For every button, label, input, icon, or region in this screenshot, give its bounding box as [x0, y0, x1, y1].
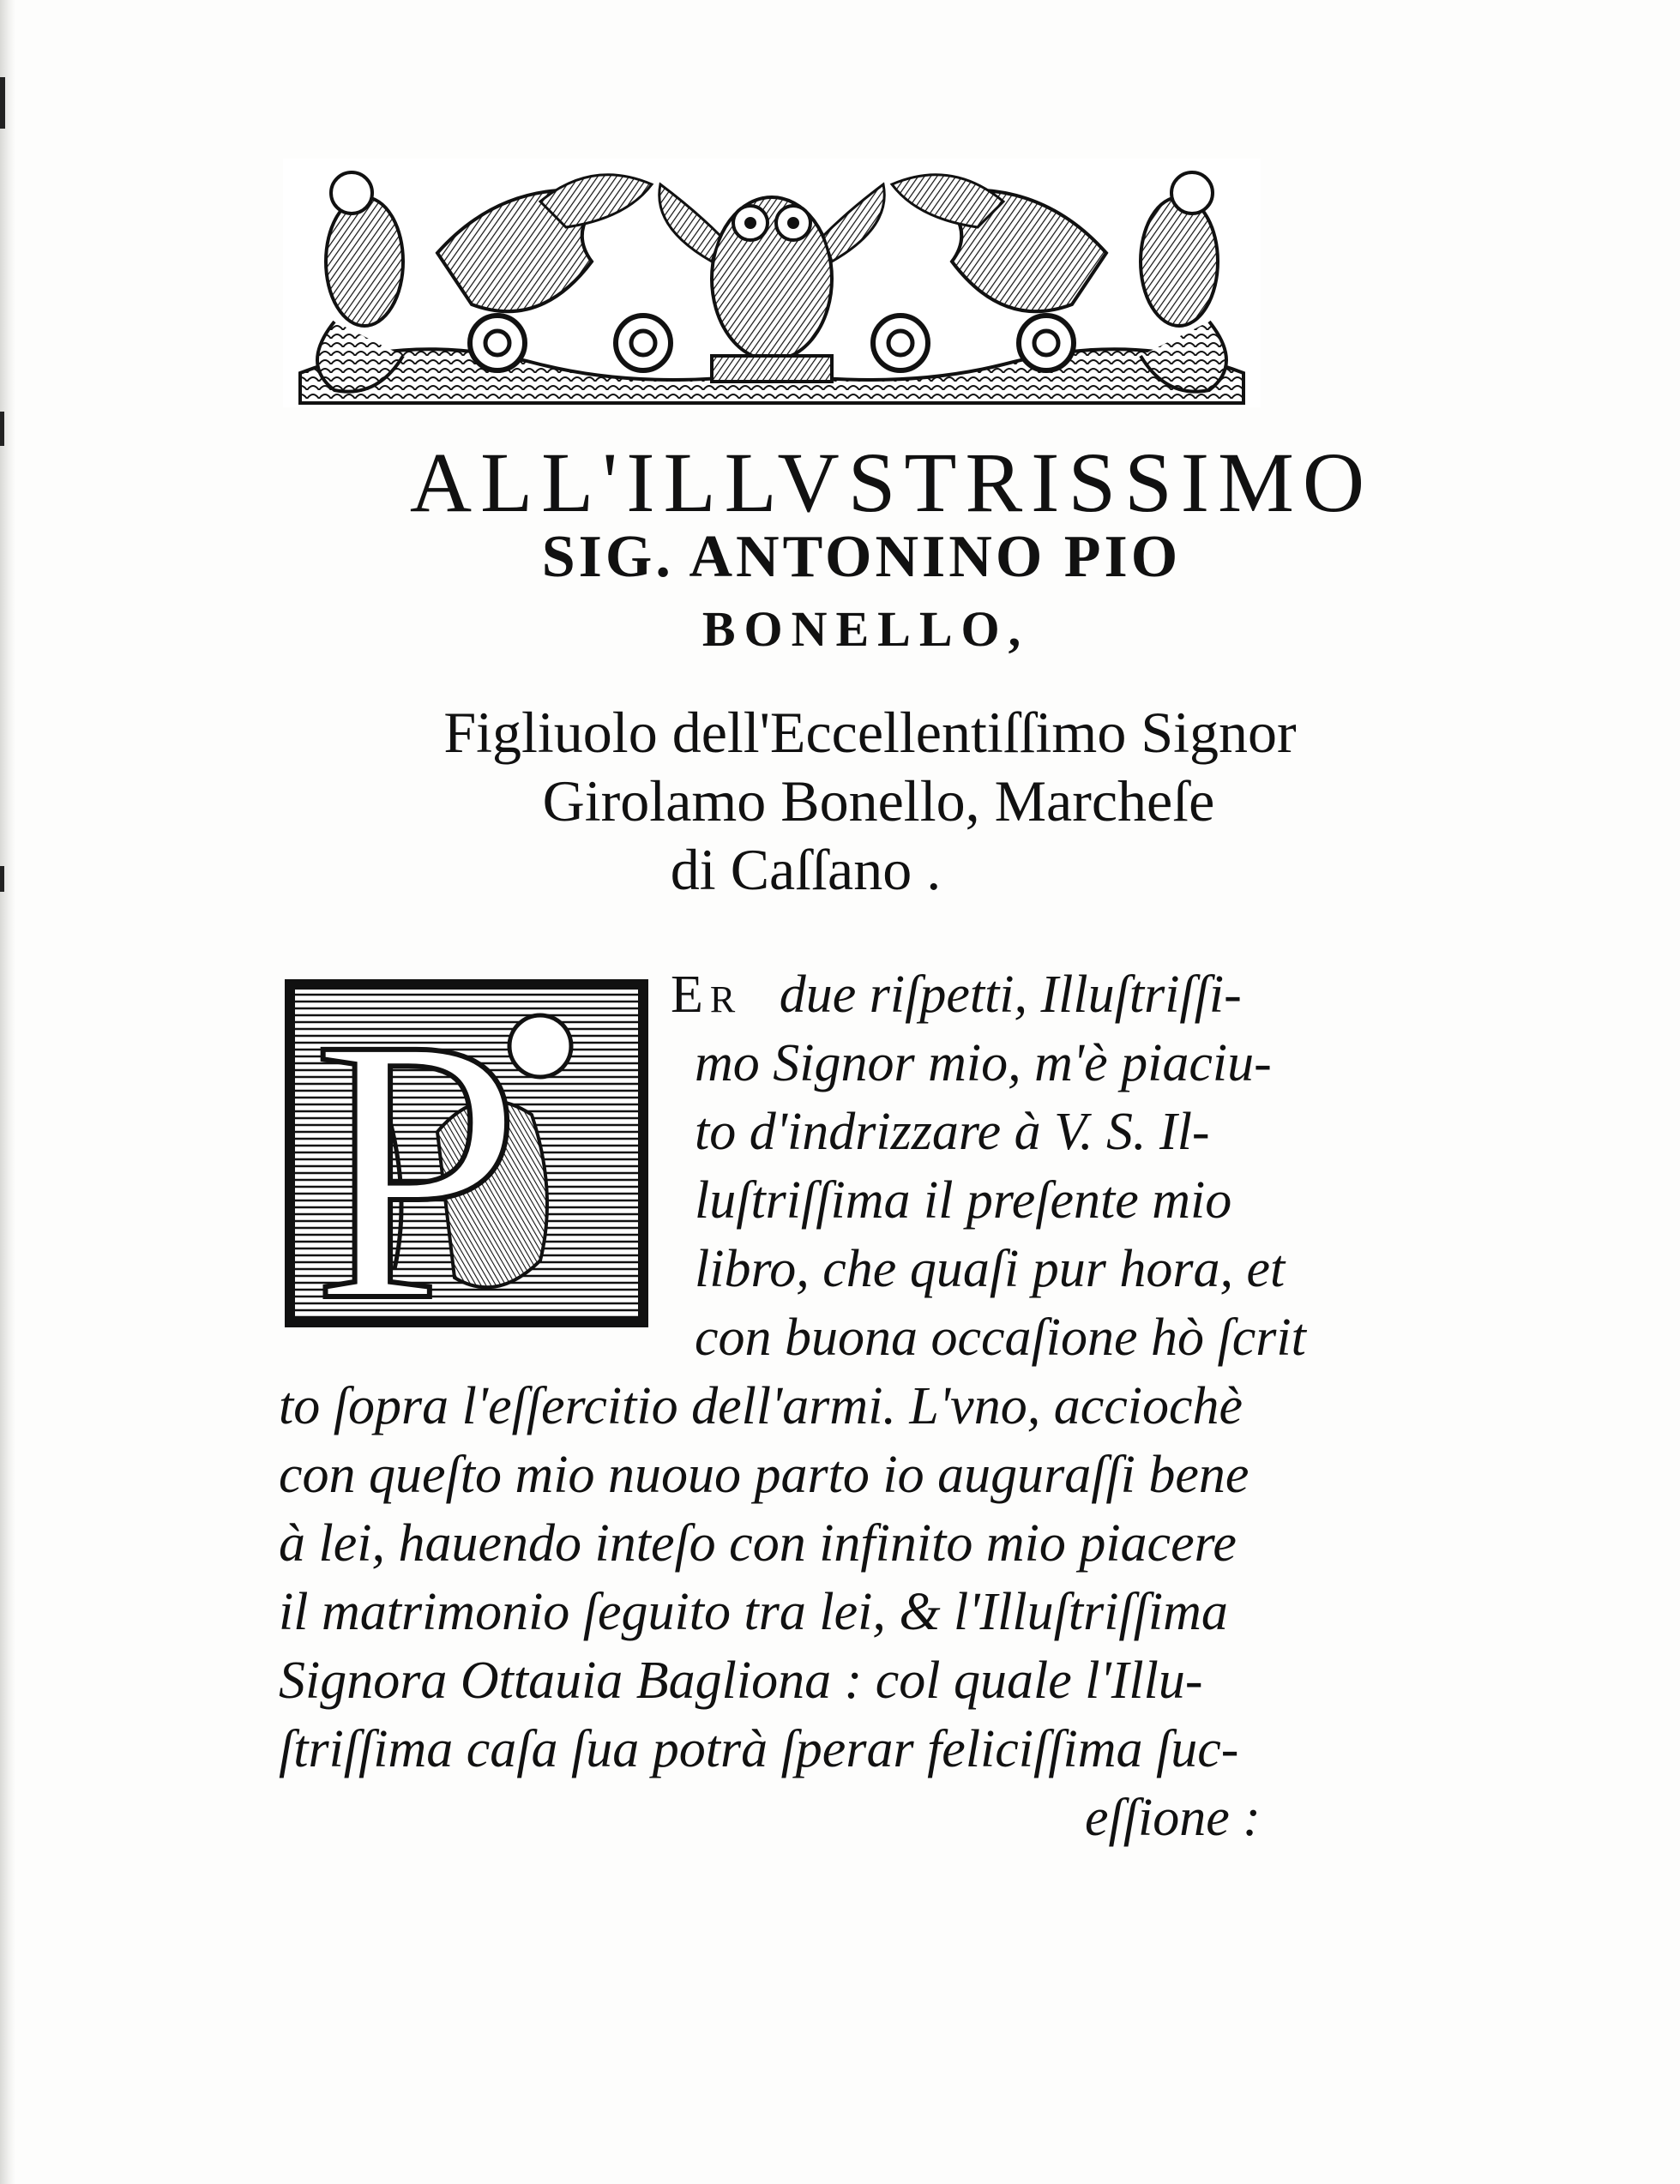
- dedication-subtitle-line-1: Figliuolo dell'Eccellentiſſimo Signor: [443, 700, 1297, 765]
- decorated-initial-letter: P: [312, 978, 522, 1329]
- woodcut-headpiece-ornament: [283, 159, 1261, 407]
- decorated-initial-woodcut: [283, 978, 650, 1329]
- body-line-5: libro, che quaſi pur hora, et: [695, 1240, 1286, 1298]
- dedication-title-line-2: SIG. ANTONINO PIO: [541, 524, 1182, 590]
- body-text: due riſpetti, Illuſtriſſi-: [779, 966, 1242, 1024]
- dedication-title-line-3: BONELLO,: [702, 601, 1030, 657]
- opening-cap-large: E: [671, 966, 710, 1024]
- catchword-line: eſſione :: [1085, 1789, 1261, 1847]
- page-edge-mark: [0, 77, 5, 129]
- dedication-title-line-1: ALL'ILLVSTRISSIMO: [409, 435, 1374, 530]
- body-line-4: luſtriſſima il preſente mio: [695, 1171, 1232, 1230]
- body-line-11: Signora Ottauia Bagliona : col quale l'Illu-: [279, 1652, 1203, 1710]
- page-edge-shadow: [0, 0, 15, 2184]
- body-line-9: à lei, hauendo inteſo con infinito mio piacere: [279, 1514, 1237, 1573]
- dedication-subtitle-line-2: Girolamo Bonello, Marcheſe: [542, 768, 1215, 833]
- dedication-subtitle-line-3: di Caſſano .: [670, 837, 942, 902]
- body-line-10: il matrimonio ſeguito tra lei, & l'Illuſtriſſima: [279, 1583, 1228, 1641]
- body-line-12: ſtriſſima caſa ſua potrà ſperar feliciſſima ſuc-: [279, 1720, 1239, 1778]
- body-line-3: to d'indrizzare à V. S. Il-: [695, 1103, 1210, 1161]
- opening-capital: [671, 966, 742, 1024]
- opening-cap-small: R: [709, 978, 743, 1020]
- body-line-8: con queſto mio nuouo parto io auguraſſi bene: [279, 1446, 1249, 1504]
- page-edge-mark: [0, 412, 4, 446]
- body-line-1: [671, 965, 1242, 1026]
- body-line-7: to ſopra l'eſſercitio dell'armi. L'vno, acciochè: [279, 1377, 1243, 1435]
- body-line-2: mo Signor mio, m'è piaciu-: [695, 1034, 1272, 1092]
- body-line-6: con buona occaſione hò ſcrit: [695, 1309, 1306, 1367]
